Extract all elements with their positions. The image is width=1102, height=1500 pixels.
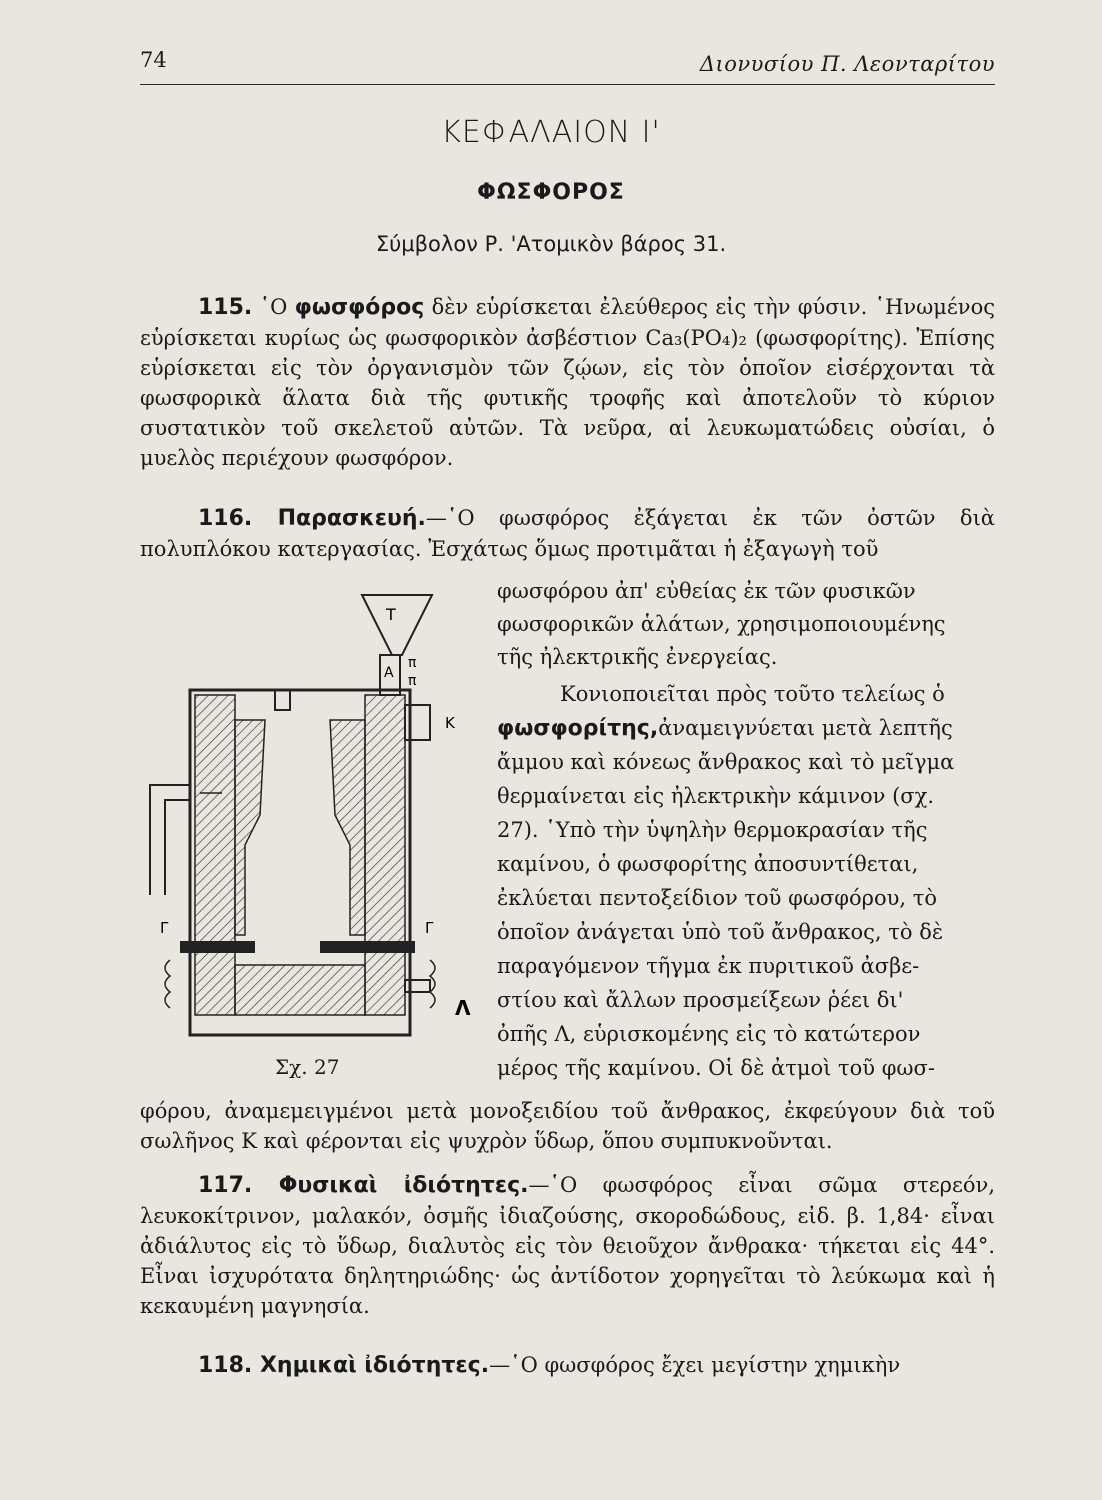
- label-g-left: Γ: [160, 919, 169, 937]
- left-coil: [165, 960, 170, 1008]
- paragraph-117: 117. Φυσικαὶ ἰδιότητες.—῾Ο φωσφόρος εἶναι σῶμα στερεόν, λευκοκίτρινον, μαλακόν, ὀσμῆς ἰδιαζούσης, σκοροδώδους, εἰδ. β. 1,84· εἶναι ἀδιάλυτος εἰς τὸ ὕδωρ, διαλυτὸς εἰς τὸν θειοῦχον ἄνθρακα· τήκεται εἰς 44°. Εἶναι ἰσχυρότατα δηλητηριώδης· ὡς ἀντίδοτον χορηγεῖται τὸ λεύκωμα καὶ ἡ κεκαυμένη μαγνησία.: [140, 1173, 995, 1318]
- left-exit-pipe: [150, 785, 190, 895]
- hearth: [235, 965, 365, 1015]
- paragraph-116-tail: φόρου, ἀναμεμειγμένοι μετὰ μονοξειδίου τοῦ ἄνθρακος, ἐκφεύγουν διὰ τοῦ σωλῆνος Κ καὶ φέρονται εἰς ψυχρὸν ὕδωρ, ὅπου συμπυκνοῦνται.: [140, 1099, 995, 1153]
- chapter-title: ΚΕΦΑΛΑΙΟΝ Ι': [441, 115, 661, 150]
- section-heading: 117. Φυσικαὶ ἰδιότητες.: [198, 1173, 529, 1198]
- right-electrode: [330, 720, 365, 935]
- label-pi-1: π: [408, 655, 417, 671]
- left-refractory-wall: [195, 695, 235, 1015]
- running-title: Διονυσίου Π. Λεονταρίτου: [699, 52, 995, 76]
- paragraph-115: 115. ῾Ο φωσφόρος δὲν εὑρίσκεται ἐλεύθερος εἰς τὴν φύσιν. ῾Ηνωμένος εὑρίσκεται κυρίως ὡς φωσφορικὸν ἀσβέστιον Ca₃(PO₄)₂ (φωσφορίτης). Ἐπίσης εὑρίσκεται εἰς τὸν ὀργανισμὸν τῶν ζῴων, εἰς τὸν ὁποῖον εἰσέρχονται τὰ φωσφορικὰ ἅλατα διὰ τῆς φυτικῆς τροφῆς καὶ ἀποτελοῦν τὸ κύριον συστατικὸν τοῦ σκελετοῦ αὐτῶν. Τὰ νεῦρα, αἱ λευκωματώδεις οὐσίαι, ὁ μυελὸς περιέχουν φωσφόρον.: [140, 295, 995, 470]
- symbol-line: Σύμβολον Ρ. 'Ατομικὸν βάρος 31.: [375, 232, 727, 256]
- paragraph-118: 118. Χημικαὶ ἰδιότητες.—῾Ο φωσφόρος ἔχει μεγίστην χημικὴν: [198, 1353, 901, 1378]
- figure-caption: Σχ. 27: [275, 1055, 340, 1079]
- label-a: Α: [384, 665, 394, 681]
- section-number: 115.: [198, 295, 253, 320]
- left-electrode: [235, 720, 265, 935]
- label-pi-2: π: [408, 673, 417, 689]
- furnace-diagram: [140, 585, 480, 1085]
- right-clamp-band: [320, 941, 415, 953]
- funnel: [362, 595, 432, 655]
- page-number: 74: [140, 48, 167, 72]
- page-header: [140, 44, 995, 85]
- keyword-phosphorus: φωσφόρος: [294, 295, 425, 320]
- chapter-subject: ΦΩΣΦΟΡΟΣ: [477, 180, 625, 205]
- paragraph-116: 116. Παρασκευή.—῾Ο φωσφόρος ἐξάγεται ἐκ τῶν ὀστῶν διὰ πολυπλόκου κατεργασίας. Ἐσχάτως ὅμως προτιμᾶται ἡ ἐξαγωγὴ τοῦ: [140, 506, 995, 561]
- label-g-right: Γ: [425, 919, 434, 937]
- section-heading: 118. Χημικαὶ ἰδιότητες.: [198, 1353, 490, 1378]
- right-refractory-wall: [365, 695, 405, 1015]
- left-clamp-band: [180, 941, 255, 953]
- section-heading: 116. Παρασκευή.: [198, 506, 426, 531]
- label-lambda: Λ: [455, 996, 471, 1020]
- keyword-phosphorite: φωσφορίτης,: [497, 716, 659, 741]
- label-k: Κ: [445, 714, 455, 732]
- book-page: 74 Διονυσίου Π. Λεονταρίτου ΚΕΦΑΛΑΙΟΝ Ι' ΦΩΣΦΟΡΟΣ Σύμβολον Ρ. 'Ατομικὸν βάρος 31. 115. ῾Ο φωσφόρος δὲν εὑρίσκεται ἐλεύθερος εἰς τὴν φύσιν. ῾Ηνωμένος εὑρίσκεται κυρίως ὡς φωσφορικὸν ἀσβέστιον Ca₃(PO₄)₂ (φωσφορίτης). Ἐπίσης εὑρίσκεται εἰς τὸν ὀργανισμὸν τῶν ζῴων, εἰς τὸν ὁποῖον εἰσέρχονται τὰ φωσφορικὰ ἅλατα διὰ τῆς φυτικῆς τροφῆς καὶ ἀποτελοῦν τὸ κύριον συστατικὸν τοῦ σκελετοῦ αὐτῶν. Τὰ νεῦρα, αἱ λευκωματώδεις οὐσίαι, ὁ μυελὸς περιέχουν φωσφόρον. 116. Παρασκευή.—῾Ο φωσφόρος ἐξάγεται ἐκ τῶν ὀστῶν διὰ πολυπλόκου κατεργασίας. Ἐσχάτως ὅμως προτιμᾶται ἡ ἐξαγωγὴ τοῦ φωσφόρου ἀπ' εὐθείας ἐκ τῶν φυσικῶν φωσφορικῶν ἁλάτων, χρησιμοποιουμένης τῆς ἠλεκτρικῆς ἐνεργείας. Κονιοποιεῖται πρὸς τοῦτο τελείως ὁ φωσφορίτης,ἀναμειγνύεται μετὰ λεπτῆς ἄμμου καὶ κόνεως ἄνθρακος καὶ τὸ μεῖγμα θερμαίνεται εἰς ἠλεκτρικὴν κάμινον (σχ. 27). ῾Υπὸ τὴν ὑψηλὴν θερμοκρασίαν τῆς καμίνου, ὁ φωσφορίτης ἀποσυντίθεται, ἐκλύεται πεντοξείδιον τοῦ φωσφόρου, τὸ ὁποῖον ἀνάγεται ὑπὸ τοῦ ἄνθρακος, τὸ δὲ παραγόμενον τῆγμα ἐκ πυριτικοῦ ἀσβε- στίου καὶ ἄλλων προσμείξεων ῥέει δι' ὀπῆς Λ, εὑρισκομένης εἰς τὸ κατώτερον μέρος τῆς καμίνου. Οἱ δὲ ἀτμοὶ τοῦ φωσ- φόρου, ἀναμεμειγμένοι μετὰ μονοξειδίου τοῦ ἄνθρακος, ἐκφεύγουν διὰ τοῦ σωλῆνος Κ καὶ φέρονται εἰς ψυχρὸν ὕδωρ, ὅπου συμπυκνοῦνται. 117. Φυσικαὶ ἰδιότητες.—῾Ο φωσφόρος εἶναι σῶμα στερεόν, λευκοκίτρινον, μαλακόν, ὀσμῆς ἰδιαζούσης, σκοροδώδους, εἰδ. β. 1,84· εἶναι ἀδιάλυτος εἰς τὸ ὕδωρ, διαλυτὸς εἰς τὸν θειοῦχον ἄνθρακα· τήκεται εἰς 44°. Εἶναι ἰσχυρότατα δηλητηριώδης· ὡς ἀντίδοτον χορηγεῖται τὸ λεύκωμα καὶ ἡ κεκαυμένη μαγνησία. 118. Χημικαὶ ἰδιότητες.—῾Ο φωσφόρος ἔχει μεγίστην χημικὴν Τ Α π π Κ Γ Γ Λ Σχ. 27: [0, 0, 1102, 1500]
- label-t: Τ: [386, 605, 396, 624]
